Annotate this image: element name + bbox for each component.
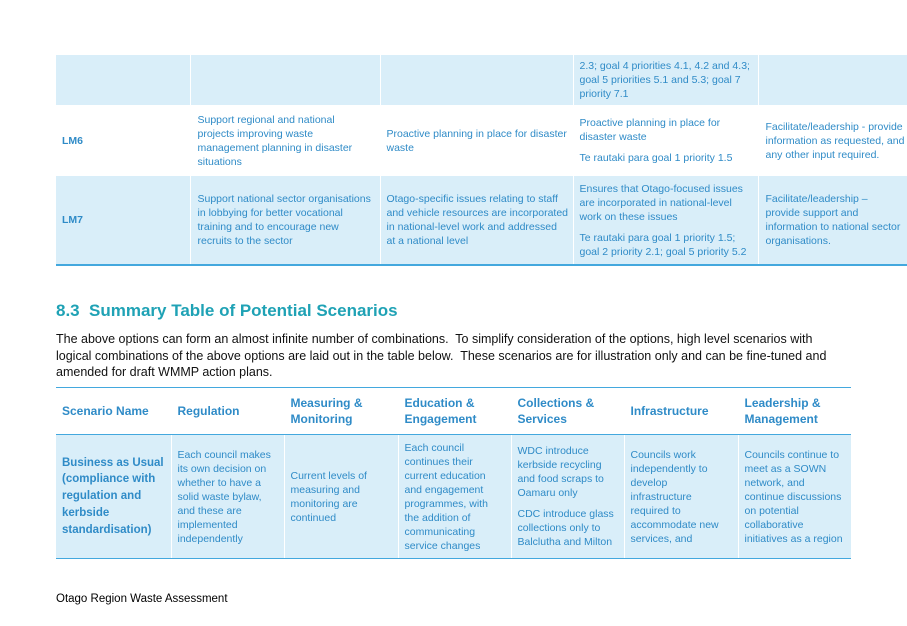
column-header-regulation (171, 388, 284, 435)
column-header-infrastructure (624, 388, 738, 435)
scenario-name: Business as Usual (compliance with regulation and kerbside standardisation) (62, 456, 164, 536)
table-row-lm7 (56, 176, 907, 265)
cell-text: CDC introduce glass collections only to Balclutha and Milton (517, 508, 614, 548)
table-row (56, 55, 907, 105)
cell-text: Facilitate/leadership – provide support and information to national sector organisations. (765, 193, 901, 247)
scenario-name-cell (56, 435, 171, 559)
cell-text: Facilitate/leadership - provide information as requested, and any other input required. (765, 120, 905, 161)
table-cell (758, 105, 907, 176)
table-cell (573, 55, 758, 105)
header-text: Leadership & Management (744, 396, 821, 426)
cell-text: Proactive planning in place for disaster waste (386, 127, 567, 154)
cell-text: Ensures that Otago-focused issues are incorporated in national-level work on these issues (579, 182, 743, 223)
header-text: Regulation (177, 404, 240, 418)
cell-text: Each council makes its own decision on whether to have a solid waste bylaw, and these are implemented independently (177, 448, 271, 545)
cell-text: Te rautaki para goal 1 priority 1.5; goal 2 priority 2.1; goal 5 priority 5.2 (579, 231, 747, 258)
header-text: Scenario Name (62, 404, 149, 418)
row-label-lm6: LM6 (62, 134, 83, 147)
table-cell (380, 105, 573, 176)
table-cell (284, 435, 398, 559)
section-number: 8.3 (56, 301, 80, 320)
options-table-continued (56, 55, 907, 266)
table-cell (511, 435, 624, 559)
table-row-business-as-usual (56, 435, 851, 559)
cell-text: Proactive planning in place for disaster waste (579, 117, 721, 143)
column-header-leadership-management (738, 388, 851, 435)
table-cell (573, 176, 758, 265)
table-cell (171, 435, 284, 559)
table-cell (380, 55, 573, 105)
header-text: Infrastructure (630, 404, 709, 418)
cell-text: Support regional and national projects improving waste management planning in disaster situations (197, 113, 353, 168)
table-cell (190, 105, 380, 176)
section-title: Summary Table of Potential Scenarios (89, 301, 398, 320)
header-text: Education & Engagement (404, 396, 477, 426)
header-text: Measuring & Monitoring (290, 396, 363, 426)
cell-text: Councils continue to meet as a SOWN network, and continue discussions on potential collaborative initiatives as a region (744, 448, 843, 545)
cell-text: Current levels of measuring and monitoring are continued (290, 469, 367, 524)
table-cell (398, 435, 511, 559)
column-header-collections-services (511, 388, 624, 435)
column-header-measuring-monitoring (284, 388, 398, 435)
table-cell (758, 176, 907, 265)
options-table-container (56, 55, 907, 269)
column-header-education-engagement (398, 388, 511, 435)
table-cell (573, 105, 758, 176)
table-cell (190, 55, 380, 105)
row-label-lm7: LM7 (56, 176, 190, 265)
table-row-lm6 (56, 105, 907, 176)
section-heading (56, 300, 398, 322)
cell-text: Otago-specific issues relating to staff and vehicle resources are incorporated in national-level work and addressed at a national level (386, 193, 569, 247)
table-cell (738, 435, 851, 559)
table-cell (624, 435, 738, 559)
scenarios-table (56, 387, 851, 559)
table-header-row (56, 388, 851, 435)
cell-text: Councils work independently to develop infrastructure required to accommodate new services, and (630, 448, 719, 545)
page-footer: Otago Region Waste Assessment (56, 593, 228, 605)
cell-text: Te rautaki para goal 1 priority 1.5 (579, 152, 733, 164)
cell-text: WDC introduce kerbside recycling and food scraps to Oamaru only (517, 445, 604, 499)
table-cell (190, 176, 380, 265)
cell-text: Support national sector organisations in lobbying for better vocational training and to encourage new recruits to the sector (197, 193, 371, 247)
scenarios-table-container (56, 387, 851, 565)
intro-paragraph: The above options can form an almost infinite number of combinations. To simplify consideration of the options, high level scenarios with logical combinations of the above options are laid out in the table below. These scenarios are for illustration only and can be fine-tuned and amended for draft WMMP action plans. (56, 332, 827, 379)
cell-text: 2.3; goal 4 priorities 4.1, 4.2 and 4.3; goal 5 priorities 5.1 and 5.3; goal 7 priority 7.1 (579, 60, 750, 100)
row-label-cell (56, 55, 190, 105)
header-text: Collections & Services (517, 396, 595, 426)
cell-text: Each council continues their current education and engagement programmes, with the addition of communicating service changes (404, 441, 488, 552)
table-cell (758, 55, 907, 105)
table-cell (380, 176, 573, 265)
column-header-scenario-name (56, 388, 171, 435)
